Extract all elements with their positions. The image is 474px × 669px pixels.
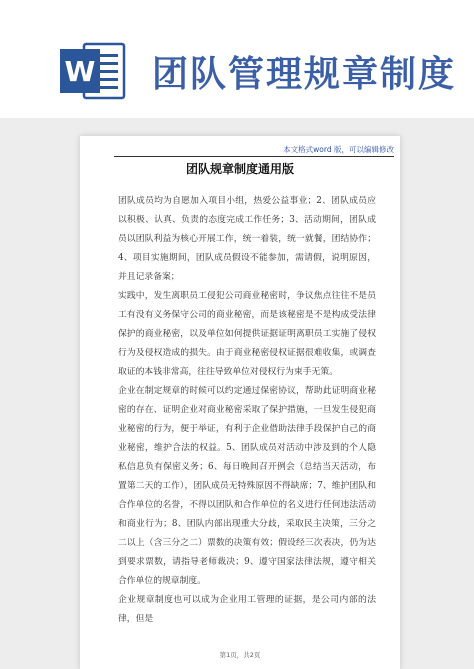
word-logo-letter: W [64, 55, 96, 88]
paragraph: 企业在制定规章的时候可以约定通过保密协议，帮助此证明商业秘密的存在、证明企业对商业秘密采取了保护措施，一旦发生侵犯商业秘密的行为，便于举证，有利于企业借助法律手段保护自己的商业秘密，维护合法的权益。5、团队成员对活动中涉及到的个人隐私信息负有保密义务；6、每日晚间召开例会（总结当天活动，布置第二天的工作），团队成员无特殊原因不得缺席；7、维护团队和合作单位的名誉，不得以团队和合作单位的名义进行任何违法活动和商业行为；8、团队内部出现重大分歧，采取民主决策，三分之二以上（含三分之二）票数的决策有效；假设经三次表决，仍为达到要求票数，请指导老师裁决；9、遵守国家法律法规，遵守相关合作单位的规章制度。 [118, 386, 376, 586]
paragraph: 实践中，发生离职员工侵犯公司商业秘密时，争议焦点往往不是员工有没有义务保守公司的商业秘密，而是该秘密是不是构成受法律保护的商业秘密，以及单位如何提供证据证明离职员工实施了侵权行为及侵权造成的损失。由于商业秘密侵权证据很难收集，或调查取证的本钱非常高，往往导致单位对侵权行为束手无策。 [118, 291, 376, 377]
banner [0, 0, 474, 118]
document-title: 团队规章制度通用版 [185, 162, 294, 176]
page-number: 第1页，共2页 [219, 651, 261, 659]
document-page [80, 136, 400, 669]
banner-title: 团队管理规章制度 [152, 54, 457, 95]
paragraph: 团队成员均为自愿加入项目小组，热爱公益事业；2、团队成员应以积极、认真、负责的态度完成工作任务；3、活动期间，团队成员以团队利益为核心开展工作，统一着装，统一就餐，团结协作；4、项目实施期间，团队成员假设不能参加，需请假，说明原因，并且记录备案； [118, 196, 376, 282]
word-document-icon [58, 40, 128, 102]
document-body [118, 192, 376, 629]
header-note: 本文格式word 版，可以编辑修改 [283, 145, 394, 154]
header-divider [114, 156, 394, 157]
paragraph: 企业规章制度也可以成为企业用工管理的证据，是公司内部的法律，但是 [118, 595, 376, 624]
